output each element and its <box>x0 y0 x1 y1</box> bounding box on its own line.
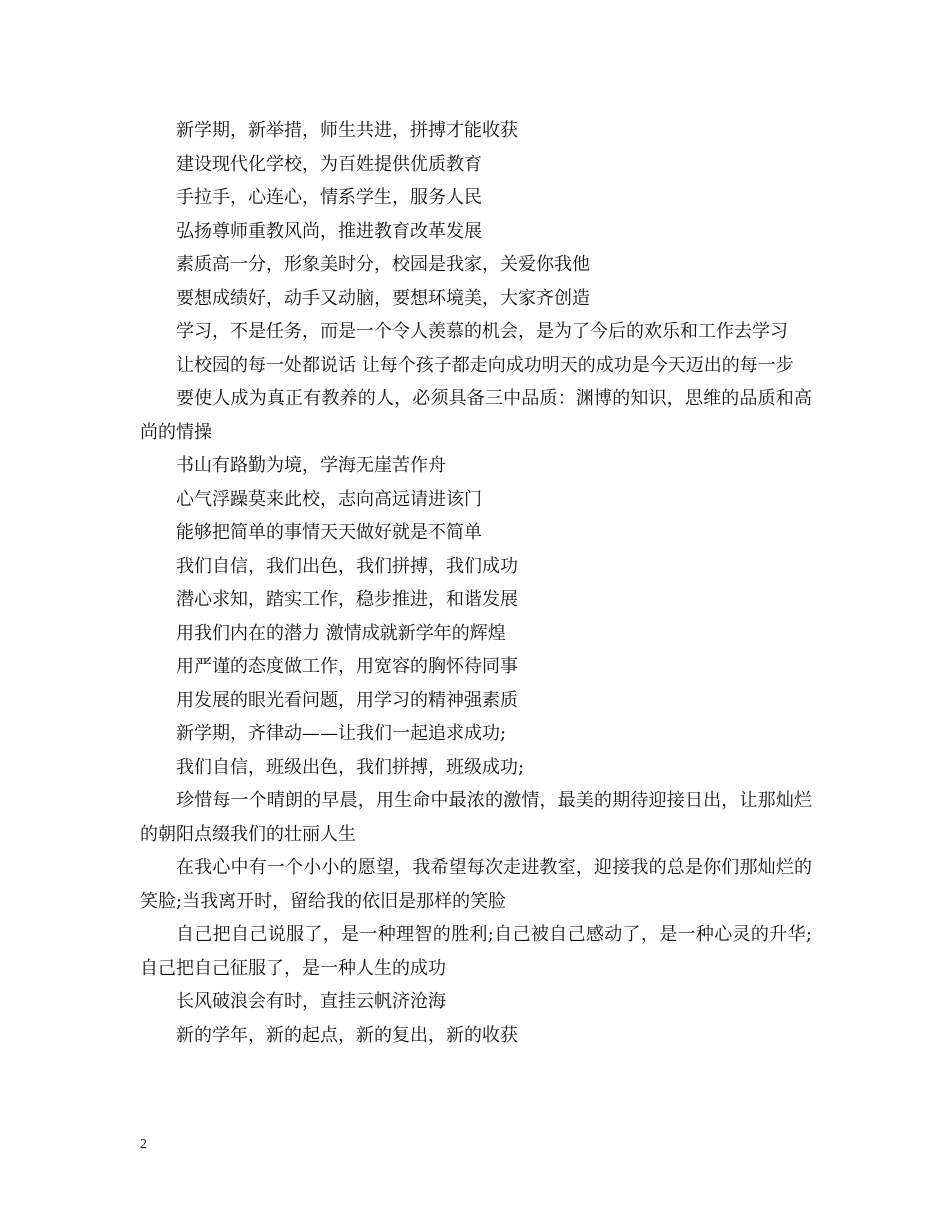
paragraph: 在我心中有一个小小的愿望，我希望每次走进教室，迎接我的总是你们那灿烂的笑脸;当我离开时，留给我的依旧是那样的笑脸 <box>140 857 812 912</box>
paragraph: 长风破浪会有时，直挂云帆济沧海 <box>176 991 446 1012</box>
document-body <box>140 114 812 1052</box>
paragraph: 建设现代化学校，为百姓提供优质教育 <box>176 153 482 175</box>
paragraph: 自己把自己说服了，是一种理智的胜利;自己被自己感动了，是一种心灵的升华;自己把自己征服了，是一种人生的成功 <box>140 924 812 979</box>
paragraph: 心气浮躁莫来此校，志向高远请进该门 <box>176 488 482 510</box>
paragraph: 用发展的眼光看问题，用学习的精神强素质 <box>176 689 518 711</box>
paragraph: 能够把简单的事情天天做好就是不简单 <box>176 522 482 543</box>
paragraph: 珍惜每一个晴朗的早晨，用生命中最浓的激情，最美的期待迎接日出，让那灿烂的朝阳点缀我们的壮丽人生 <box>140 790 812 845</box>
paragraph: 让校园的每一处都说话 让每个孩子都走向成功明天的成功是今天迈出的每一步 <box>176 354 794 376</box>
paragraph: 新学期，齐律动——让我们一起追求成功; <box>176 723 507 744</box>
paragraph: 学习，不是任务，而是一个令人羡慕的机会，是为了今后的欢乐和工作去学习 <box>176 321 788 342</box>
paragraph: 要想成绩好，动手又动脑，要想环境美，大家齐创造 <box>176 287 590 309</box>
page-number: 2 <box>140 1137 147 1152</box>
paragraph: 潜心求知，踏实工作，稳步推进，和谐发展 <box>176 589 518 610</box>
paragraph: 素质高一分，形象美时分，校园是我家，关爱你我他 <box>176 254 590 275</box>
paragraph: 新的学年，新的起点，新的复出，新的收获 <box>176 1024 518 1046</box>
paragraph: 我们自信，班级出色，我们拼搏，班级成功; <box>176 756 525 778</box>
paragraph: 用我们内在的潜力 激情成就新学年的辉煌 <box>176 622 506 644</box>
paragraph: 书山有路勤为境，学海无崖苦作舟 <box>176 455 446 476</box>
paragraph: 新学期，新举措，师生共进，拼搏才能收获 <box>176 120 518 141</box>
paragraph: 用严谨的态度做工作，用宽容的胸怀待同事 <box>176 656 518 677</box>
paragraph: 弘扬尊师重教风尚，推进教育改革发展 <box>176 220 482 242</box>
paragraph: 手拉手，心连心，情系学生，服务人民 <box>176 187 482 208</box>
paragraph: 要使人成为真正有教养的人，必须具备三中品质：渊博的知识，思维的品质和高尚的情操 <box>140 388 812 443</box>
paragraph: 我们自信，我们出色，我们拼搏，我们成功 <box>176 555 518 577</box>
